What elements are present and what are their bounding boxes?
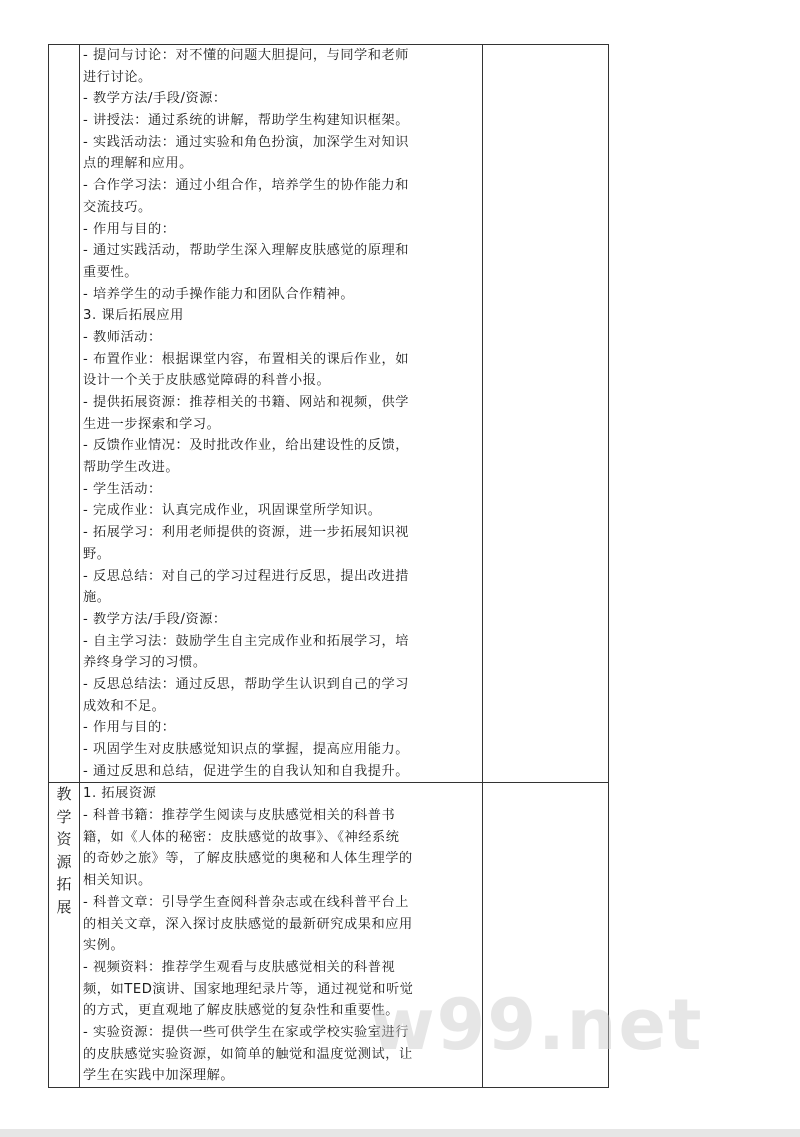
text-line: 重要性。 (83, 264, 138, 280)
text-line: 的方式，更直观地了解皮肤感觉的复杂性和重要性。 (83, 1003, 399, 1019)
lesson-plan-table (48, 44, 609, 1088)
notes-cell (483, 45, 609, 783)
text-line: 点的理解和应用。 (83, 156, 193, 172)
text-line: - 学生活动： (83, 481, 162, 497)
text-line: - 合作学习法：通过小组合作，培养学生的协作能力和 (83, 178, 410, 194)
text-line: - 布置作业：根据课堂内容，布置相关的课后作业，如 (83, 351, 410, 367)
text-line: 进行讨论。 (83, 69, 152, 85)
resources-label (49, 783, 79, 918)
text-line: 学生在实践中加深理解。 (83, 1068, 235, 1084)
text-line: - 作用与目的： (83, 221, 176, 237)
text-line: - 提问与讨论：对不懂的问题大胆提问，与同学和老师 (83, 48, 410, 63)
activities-text-block (83, 45, 478, 782)
text-line: - 完成作业：认真完成作业，巩固课堂所学知识。 (83, 503, 382, 519)
text-line: 帮助学生改进。 (83, 460, 180, 476)
text-line: - 反思总结法：通过反思，帮助学生认识到自己的学习 (83, 676, 410, 692)
label-char: 学 (56, 807, 72, 826)
activities-content-cell (80, 45, 483, 783)
text-line: - 教师活动： (83, 329, 162, 345)
text-line: 1. 拓展资源 (83, 786, 157, 802)
text-line: - 科普文章：引导学生查阅科普杂志或在线科普平台上 (83, 894, 410, 910)
text-line: 3. 课后拓展应用 (83, 308, 184, 324)
text-line: - 作用与目的： (83, 720, 176, 736)
text-line: 籍，如《人体的秘密：皮肤感觉的故事》、《神经系统 (83, 829, 400, 845)
table-row-activities (49, 45, 609, 783)
text-line: 设计一个关于皮肤感觉障碍的科普小报。 (83, 373, 331, 389)
label-char: 源 (56, 852, 72, 871)
text-line: 生进一步探索和学习。 (83, 416, 221, 432)
text-line: 成效和不足。 (83, 698, 166, 714)
text-line: 施。 (83, 590, 111, 606)
text-line: - 反馈作业情况：及时批改作业，给出建设性的反馈， (83, 438, 410, 454)
text-line: - 反思总结：对自己的学习过程进行反思，提出改进措 (83, 568, 410, 584)
row-label-cell (49, 45, 80, 783)
text-line: - 教学方法/手段/资源： (83, 611, 227, 627)
page-bottom-edge (0, 1129, 800, 1137)
text-line: 实例。 (83, 938, 125, 954)
label-char: 教 (56, 785, 72, 804)
text-line: - 拓展学习：利用老师提供的资源，进一步拓展知识视 (83, 525, 410, 541)
label-char: 拓 (56, 875, 72, 894)
text-line: 的相关文章，深入探讨皮肤感觉的最新研究成果和应用 (83, 916, 413, 932)
text-line: - 教学方法/手段/资源： (83, 91, 227, 107)
site-watermark: w99.net (370, 984, 704, 1066)
text-line: 的奇妙之旅》等，了解皮肤感觉的奥秘和人体生理学的 (83, 851, 413, 867)
text-line: - 视频资料：推荐学生观看与皮肤感觉相关的科普视 (83, 959, 396, 975)
text-line: - 实践活动法：通过实验和角色扮演，加深学生对知识 (83, 134, 410, 150)
text-line: 相关知识。 (83, 873, 152, 889)
text-line: 养终身学习的习惯。 (83, 655, 207, 671)
label-char: 资 (56, 830, 72, 849)
text-line: 频，如TED演讲、国家地理纪录片等，通过视觉和听觉 (83, 981, 414, 997)
text-line: - 实验资源：提供一些可供学生在家或学校实验室进行 (83, 1024, 410, 1040)
text-line: 的皮肤感觉实验资源，如简单的触觉和温度觉测试，让 (83, 1046, 413, 1062)
text-line: - 培养学生的动手操作能力和团队合作精神。 (83, 286, 355, 302)
label-char: 展 (56, 897, 72, 916)
text-line: - 通过实践活动，帮助学生深入理解皮肤感觉的原理和 (83, 243, 410, 259)
text-line: - 通过反思和总结，促进学生的自我认知和自我提升。 (83, 763, 410, 779)
resources-label-cell (49, 783, 80, 1088)
text-line: - 讲授法：通过系统的讲解，帮助学生构建知识框架。 (83, 113, 410, 129)
text-line: 交流技巧。 (83, 199, 152, 215)
text-line: - 巩固学生对皮肤感觉知识点的掌握，提高应用能力。 (83, 742, 410, 757)
text-line: 野。 (83, 546, 111, 562)
text-line: - 科普书籍：推荐学生阅读与皮肤感觉相关的科普书 (83, 808, 396, 824)
text-line: - 提供拓展资源：推荐相关的书籍、网站和视频，供学 (83, 395, 410, 410)
text-line: - 自主学习法：鼓励学生自主完成作业和拓展学习，培 (83, 633, 410, 649)
